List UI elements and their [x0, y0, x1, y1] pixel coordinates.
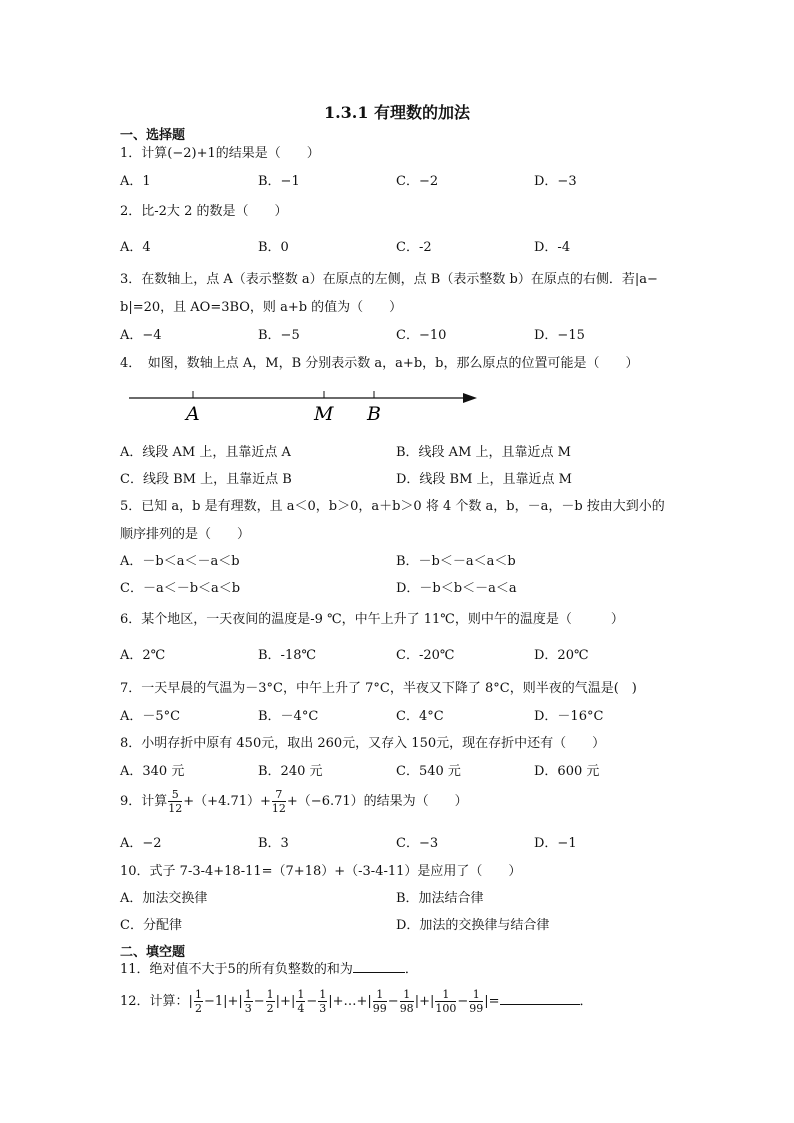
q12-t8-numerator: 1	[435, 988, 456, 1002]
q12-t9-numerator: 1	[469, 988, 483, 1002]
q3-option-a: A．−4	[120, 328, 162, 343]
label-a: A	[186, 403, 200, 425]
q9-f2-numerator: 7	[272, 788, 286, 802]
page-title: 1.3.1 有理数的加法	[323, 103, 471, 122]
q2-option-b: B．0	[258, 240, 289, 255]
q9-option-a: A．−2	[120, 836, 162, 851]
q9-fraction-1	[168, 788, 182, 815]
q12-term-8	[435, 988, 456, 1015]
q4-option-b: B．线段 AM 上，且靠近点 M	[396, 445, 571, 460]
label-m: M	[314, 403, 334, 425]
q12-t7-denominator: 98	[399, 1002, 414, 1015]
q9-middle: +（+4.71）+	[183, 794, 271, 809]
q6-option-c: C．-20℃	[396, 648, 455, 663]
q11-text: 11．绝对值不大于5的所有负整数的和为	[120, 962, 353, 977]
q12-sep-5: |+…+|	[328, 994, 372, 1009]
question-4: 4． 如图，数轴上点 A，M，B 分别表示数 a，a+b，b，那么原点的位置可能是（ ）	[120, 356, 639, 371]
section-choice: 一、选择题	[120, 128, 186, 143]
q2-option-c: C．-2	[396, 240, 432, 255]
q11-end: ．	[404, 962, 418, 977]
number-line-figure	[125, 383, 485, 425]
q12-t1-numerator: 1	[194, 988, 202, 1001]
q12-t8-denominator: 100	[435, 1002, 457, 1015]
q12-t3-denominator: 2	[266, 1002, 274, 1015]
q12-term-6	[373, 988, 387, 1015]
question-7: 7．一天早晨的气温为－3°C，中午上升了 7°C，半夜又下降了 8°C，则半夜的气温是( )	[120, 681, 637, 696]
q6-option-d: D．20℃	[534, 648, 589, 663]
q12-term-2	[244, 988, 253, 1015]
q12-sep-8: −	[457, 994, 469, 1009]
q2-option-d: D．-4	[534, 240, 571, 255]
q12-t5-numerator: 1	[319, 988, 327, 1001]
q12-term-9	[469, 988, 483, 1015]
q10-option-a: A．加法交换律	[120, 891, 208, 906]
q12-term-4	[296, 988, 305, 1015]
q4-option-a: A．线段 AM 上，且靠近点 A	[120, 445, 291, 460]
q7-option-c: C．4°C	[396, 709, 444, 724]
q3-option-b: B．−5	[258, 328, 300, 343]
q10-option-b: B．加法结合律	[396, 891, 484, 906]
label-b: B	[367, 403, 381, 425]
q9-f1-denominator: 12	[168, 802, 183, 815]
q8-option-d: D．600 元	[534, 764, 600, 779]
q12-prefix: 12．计算：|	[120, 994, 193, 1009]
q4-option-c: C．线段 BM 上，且靠近点 B	[120, 472, 292, 487]
question-10: 10．式子 7-3-4+18-11=（7+18）+（-3-4-11）是应用了（ ）	[120, 864, 522, 879]
q12-t7-numerator: 1	[400, 988, 414, 1002]
question-3-line-1: 3．在数轴上，点 A（表示整数 a）在原点的左侧，点 B（表示整数 b）在原点的右侧．若|a−	[120, 272, 658, 287]
question-12	[120, 988, 593, 1015]
q12-t6-denominator: 99	[372, 1002, 387, 1015]
q9-suffix: +（−6.71）的结果为（ ）	[286, 794, 468, 809]
q5-option-d: D．－b＜b＜－a＜a	[396, 581, 517, 596]
q12-t6-numerator: 1	[373, 988, 387, 1002]
q7-option-d: D．－16°C	[534, 709, 604, 724]
question-6: 6．某个地区，一天夜间的温度是-9 ℃，中午上升了 11℃，则中午的温度是（ ）	[120, 612, 624, 627]
q12-sep-9: |=	[484, 994, 500, 1009]
q12-t2-denominator: 3	[244, 1002, 252, 1015]
q12-term-5	[318, 988, 327, 1015]
q9-fraction-2	[272, 788, 286, 815]
q12-sep-4: −	[306, 994, 318, 1009]
q10-option-d: D．加法的交换律与结合律	[396, 918, 550, 933]
q1-option-c: C．−2	[396, 174, 439, 189]
q11-answer-blank	[353, 960, 405, 973]
q5-option-a: A．－b＜a＜－a＜b	[120, 554, 240, 569]
q7-option-a: A．－5°C	[120, 709, 181, 724]
section-fill: 二、填空题	[120, 945, 186, 960]
q12-sep-6: −	[387, 994, 399, 1009]
q9-f2-denominator: 12	[271, 802, 286, 815]
question-1: 1．计算(−2)+1的结果是（ ）	[120, 146, 320, 161]
q4-option-d: D．线段 BM 上，且靠近点 M	[396, 472, 572, 487]
q3-option-d: D．−15	[534, 328, 585, 343]
q12-term-1	[194, 988, 203, 1015]
q12-answer-blank	[500, 992, 580, 1005]
q6-option-a: A．2℃	[120, 648, 166, 663]
question-8: 8．小明存折中原有 450元，取出 260元，又存入 150元，现在存折中还有（ ）	[120, 736, 606, 751]
q8-option-a: A．340 元	[120, 764, 185, 779]
q9-f1-numerator: 5	[168, 788, 182, 802]
q10-option-c: C．分配律	[120, 918, 182, 933]
question-9	[120, 788, 468, 815]
question-11	[120, 958, 418, 977]
question-2: 2．比-2大 2 的数是（ ）	[120, 204, 288, 219]
q12-sep-2: −	[253, 994, 265, 1009]
q12-t3-numerator: 1	[266, 988, 274, 1001]
q12-term-3	[266, 988, 275, 1015]
q7-option-b: B．－4°C	[258, 709, 319, 724]
q2-option-a: A．4	[120, 240, 151, 255]
question-5-line-2: 顺序排列的是（ ）	[120, 527, 251, 542]
question-5-line-1: 5．已知 a，b 是有理数，且 a＜0，b＞0，a＋b＞0 将 4 个数 a，b，－a，－b 按由大到小的	[120, 499, 665, 514]
q12-sep-1: −1|+|	[203, 994, 243, 1009]
q9-option-b: B．3	[258, 836, 289, 851]
q12-t1-denominator: 2	[194, 1002, 202, 1015]
q9-option-d: D．−1	[534, 836, 577, 851]
q12-sep-3: |+|	[275, 994, 296, 1009]
q12-t2-numerator: 1	[244, 988, 252, 1001]
q12-t4-numerator: 1	[297, 988, 305, 1001]
q9-option-c: C．−3	[396, 836, 439, 851]
question-3-line-2: b|=20，且 AO=3BO，则 a+b 的值为（ ）	[120, 300, 403, 315]
q8-option-c: C．540 元	[396, 764, 461, 779]
q5-option-b: B．－b＜－a＜a＜b	[396, 554, 516, 569]
q9-prefix: 9．计算	[120, 794, 168, 809]
q1-option-a: A．1	[120, 174, 151, 189]
q12-sep-7: |+|	[414, 994, 435, 1009]
q3-option-c: C．−10	[396, 328, 447, 343]
q8-option-b: B．240 元	[258, 764, 323, 779]
q12-t5-denominator: 3	[319, 1002, 327, 1015]
q1-option-b: B．−1	[258, 174, 300, 189]
q12-term-7	[400, 988, 414, 1015]
q1-option-d: D．−3	[534, 174, 577, 189]
arrow-head-icon	[463, 393, 477, 403]
q12-end: ．	[579, 994, 593, 1009]
q12-t4-denominator: 4	[297, 1002, 305, 1015]
q6-option-b: B．-18℃	[258, 648, 317, 663]
q5-option-c: C．－a＜－b＜a＜b	[120, 581, 241, 596]
q12-t9-denominator: 99	[469, 1002, 484, 1015]
